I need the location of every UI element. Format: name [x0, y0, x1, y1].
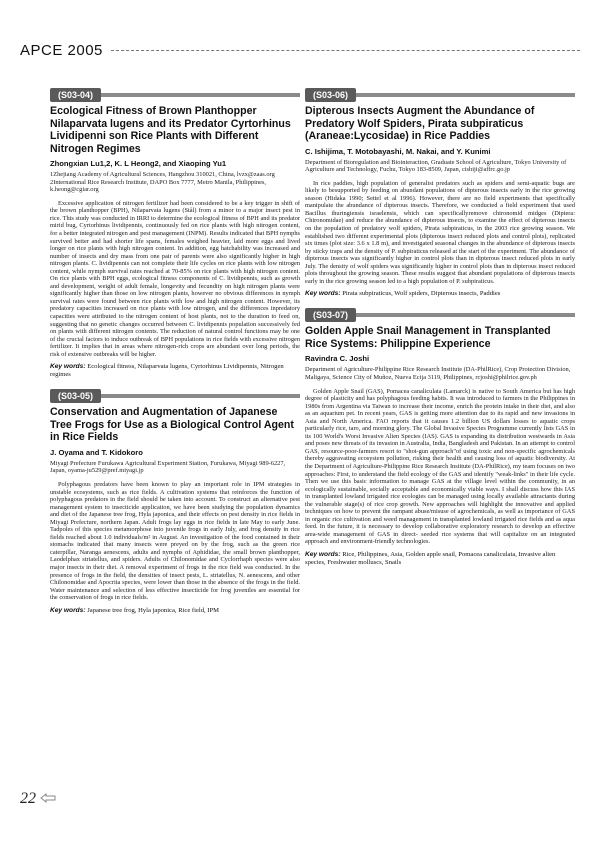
left-column: [50, 88, 300, 615]
abstract-s03-04: [50, 88, 300, 379]
badge-rule: [101, 394, 300, 398]
abstract-affiliation: 1Zhejiang Academy of Agricultural Sciences, Hangzhou 310021, China, lvzx@zaas.org 2International Rice Research Institute, DAPO Box 7777, Metro Manila, Philippines, k.heong@cgiar.org: [50, 171, 275, 194]
abstract-body: In rice paddies, high population of generalist predators such as spiders and semi-aquatic bugs are likely to besupported by feeding on abundant populations of dipterous insects early in the rice growing season (Hidaka 1990; Settel et al 1996). However, there are no field experiments that specifically manipulate the abundance of dipterous insects. Therefore, we conducted a field experiment that used Bacillus thuringiensis israelensis, which can specificallyremove chironomid midges (Diptera: Chironomidae) and reduce the abundance of dipterous insects, to examine the effect of dipterous insects on the population of predatory wolf spiders, Pirata subpiraticus, in the 2003 rice growing season. We established two different experimental plots (dipterous insect reduced plots and control plots), replicated six times (plot size: 3.6 x 1.8 m), and investigated seasonal changes in the abundance of dipterous insects by sticky traps and the density of P. subpiraticus released at the start of the experiment. The abundance of dipterous insects was significantly higher in control plots than in dipterous insect reduced plots in early July. The density of wolf spiders was significantly higher in control plots than in dipterous insect reduced plots throughout the growing season. These results suggest that abundant populations of dipterous insects early in the rice growing season led to a high population of P. subpiraticus.: [305, 179, 575, 285]
abstract-authors: J. Oyama and T. Kidokoro: [50, 447, 143, 457]
abstract-authors: Zhongxian Lu1,2, K. L Heong2, and Xiaoping Yu1: [50, 159, 227, 168]
abstract-keywords: [305, 290, 575, 298]
abstract-body: Polyphagous predators have been known to play an important role in IPM strategies in unstable ecosystems, such as rice fields. A cultivation systems that reinforces the function of polyphagous predators in the field should be taken into account. To construct an alternative pest management system to insecticide application, we have been studying the population dynamics and diet of the Japanese tree frog, Hyla japonica, and their effects on pest density in rice fields in Miyagi Prefecture, northern Japan. Adult frogs lay eggs in rice fields in late May to early June. Tadpoles of this species metamorphose into juvenile frogs in early July, and frog density in rice fields reached about 1.0 individuals/m² in August. An investigation of the food contained in their stomachs indicated that many insects were preyed on by the frog, such as the green rice caterpillar, Naranga aenescens, adults and nymphs of Aphididae, the small brown planthopper, Laodelphax striatellus, and spiders. Adults of Chilonomidae and Cyclorrhaph species were also major insects in their diet. A removal experiment of frogs in the rice field was conducted. In the presence of frogs in the field, the densities of insect pests, L. striatellus, N. aenescens, and other Chilonomidae and Apocrita species, were lower than those in the absence of the frogs in the field. Water maintenance and selection of less effective insecticide for frog juveniles are essential for the conservation of frogs in rice fields.: [50, 480, 300, 602]
header-divider: [111, 50, 580, 51]
abstract-s03-05: [50, 389, 300, 614]
abstract-body: Excessive application of nitrogen fertilizer had been considered to be a key trigger in shift of the brown planthopper (BPH), Nilaparvata lugens (Stål) from a minor to a major insect pest in rice. This study was conducted in IRRI to determine the ecological fitness of BPH and its predator mirid bug, Cyrtorhinus lividipennis, continuously fed on rice plants with high nitrogen content, for a better integrated nitrogen and pest management (INPM). Results indicated that BPH nymphs survived better and had shorter life spans, females weighed heavier, laid more eggs and lived longer on rice plants with high nitrogen content. In addition, egg hatchability was increased and number of insects and dry mass from one pair of parents were also significantly higher in high nitrogen plants. C. lividipennis can not complete their life cycles on rice plants with low nitrogen content, while nymph survival rates reached at 70-85% on rice plants with high nitrogen content. On rice plants with BPH eggs, ecological fitness components of C. lividipennis, such as growth and development, weight of adult female, longevity and fecundity on high nitrogen plants were significantly higher than those on low nitrogen plants, however no obvious differences in nymph survival rates were found between rice plants with low and high nitrogen content. However, its predatory capacities increased on rice plants with low nitrogen, and the differences inpredatory capacities were attributed to the nitrogen content of host plants, not to the duration to feed on, suggesting that no genetic changes occurred between C. lividipennis population successively fed on plants with different nitrogen contents. The reduction of natural control functions may be one of the crucial factors to induce outbreak of BPH populations in rice fields with excessive nitrogen fertilizer. It implies that in areas where nitrogen-rich crops are abundant over long periods, the risk of extensive outbreaks will be higher.: [50, 199, 300, 358]
abstract-affiliation: Department of Agriculture-Philippine Rice Research Institute (DA-PhilRice), Crop Protection Division, Maligaya, Science City of Muñoz, Nueva Ecija 3119, Philippines, rcjoshi@philrice.gov.ph: [305, 366, 571, 381]
conference-title: APCE 2005: [20, 41, 103, 59]
page-footer: [20, 790, 56, 808]
session-badge-row: [50, 88, 300, 102]
keywords-text: Rice, Philippines, Asia, Golden apple snail, Pomacea canaliculata, Invasive alien species, Freshwater molluscs, Snails: [305, 551, 556, 567]
keywords-label: Key words:: [305, 290, 341, 298]
badge-rule: [356, 313, 575, 317]
abstract-body: Golden Apple Snail (GAS), Pomacea canaliculata (Lamarck) is native to South America but has high degree of plasticity and has polyphagous feeding habits. It was introduced to farmers in the Philippines in 1980s from Argentina via Taiwan to increase their income, enrich the protein intake in their diet, and also as an aquarium pet. In recent years, GAS is getting more attention due to its rapid and new invasions in Asia and North America. FAO reports that it causes 1.2 billion US dollars losses to aquatic crops particularly rice, taro, and morning glory. The Global Invasive Species Programme currently lists GAS in its 100 World's Worst Invasive Alien Species (IAS). GAS is expanding its distribution westwards in Asia and poses new threats of its invasion in Australia, India, Bangladesh and Pakistan. In an attempt to control GAS, resource-poor-farmers resort to "shot-gun approach"of using toxic and non-specific agrochemicals thereby aggravating ecosystem pollution, risking their health and causing loss of aquatic biodiversity. At the Department of Agriculture-Philippine Rice Research Institute (DA-PhilRice), my team focuses on two approaches: First, to understand the field ecology of the GAS and identify "weak-links" in their life cycle. Then we use this basic information to manage GAS at the village level within the community, in an ecologically sustainable, socially acceptable and economically viable ways. I shall discuss how this IAS in transplanted lowland irrigated rice ecologies can be managed using locally available attractants during the vulnerable stage(s) of rice crop growth. New approaches will highlight the innovative and applied techniques on how to prevent the rampant abuse/misuse of agrochemicals, as well as importance of GAS in organic rice cultivation and weed management in transplanted lowland irrigated rice fields and as aqua feed. In the future, it is necessary to develop collaborative exploratory research to develop an effective area-wide management of GAS in direct- seeded rice systems that will capitalize on an integrated approach and environment-friendly technologies.: [305, 387, 575, 546]
abstract-title: Dipterous Insects Augment the Abundance of Predatory Wolf Spiders, Pirata subpiraticus (Araneae:Lycosidae) in Rice Paddies: [305, 105, 535, 142]
abstract-authors: C. Ishijima, T. Motobayashi, M. Nakai, and Y. Kunimi: [305, 146, 491, 156]
session-badge-row: [305, 308, 575, 322]
abstract-title: Conservation and Augmentation of Japanese Tree Frogs for Use as a Biological Control Agent in Rice Fields: [50, 406, 294, 444]
session-badge: (S03-06): [305, 88, 356, 102]
running-header: [20, 40, 580, 60]
keywords-label: Key words:: [305, 551, 341, 559]
abstract-s03-07: [305, 308, 575, 567]
page-number: 22: [20, 790, 36, 807]
keywords-text: Japanese tree frog, Hyla japonica, Rice field, IPM: [87, 606, 220, 614]
session-badge: (S03-04): [50, 88, 101, 102]
session-badge-row: [50, 389, 300, 403]
abstract-keywords: [50, 607, 300, 615]
abstract-s03-06: [305, 88, 575, 298]
abstract-title: Ecological Fitness of Brown Planthopper Nilaparvata lugens and its Predator Cyrtorhinus Lividipenni son Rice Plants with Different Nitrogen Regimes: [50, 105, 291, 155]
abstract-keywords: [305, 551, 575, 567]
keywords-text: Ecological fitness, Nilaparvata lugens, Cyrtorhinus Lividipennis, Nitrogen regimes: [50, 363, 284, 379]
badge-rule: [101, 93, 300, 97]
keywords-text: Pirata subpiraticus, Wolf spiders, Dipterous insects, Paddies: [342, 290, 501, 298]
abstract-authors: Ravindra C. Joshi: [305, 354, 370, 364]
abstract-affiliation: Miyagi Prefecture Furukawa Agricultural Experiment Station, Furukawa, Miyagi 989-6227, Japan, oyama-ju529@pref.miyagi.jp: [50, 459, 286, 475]
session-badge-row: [305, 88, 575, 102]
keywords-label: Key words:: [50, 606, 86, 614]
session-badge: (S03-07): [305, 308, 356, 322]
right-column: [305, 88, 575, 567]
abstract-keywords: [50, 363, 300, 379]
keywords-label: Key words:: [50, 363, 86, 371]
abstract-affiliation: Department of Bioregulation and Biointeraction, Graduate School of Agriculture, Tokyo University of Agriculture and Technology, Fuchu, Tokyo 183-8509, Japan, cishiji@affrc.go.jp: [305, 158, 567, 174]
badge-rule: [356, 93, 575, 97]
left-arrow-outline-icon: [40, 790, 56, 808]
abstract-title: Golden Apple Snail Management in Transplanted Rice Systems: Philippine Experience: [305, 325, 551, 350]
session-badge: (S03-05): [50, 389, 101, 403]
